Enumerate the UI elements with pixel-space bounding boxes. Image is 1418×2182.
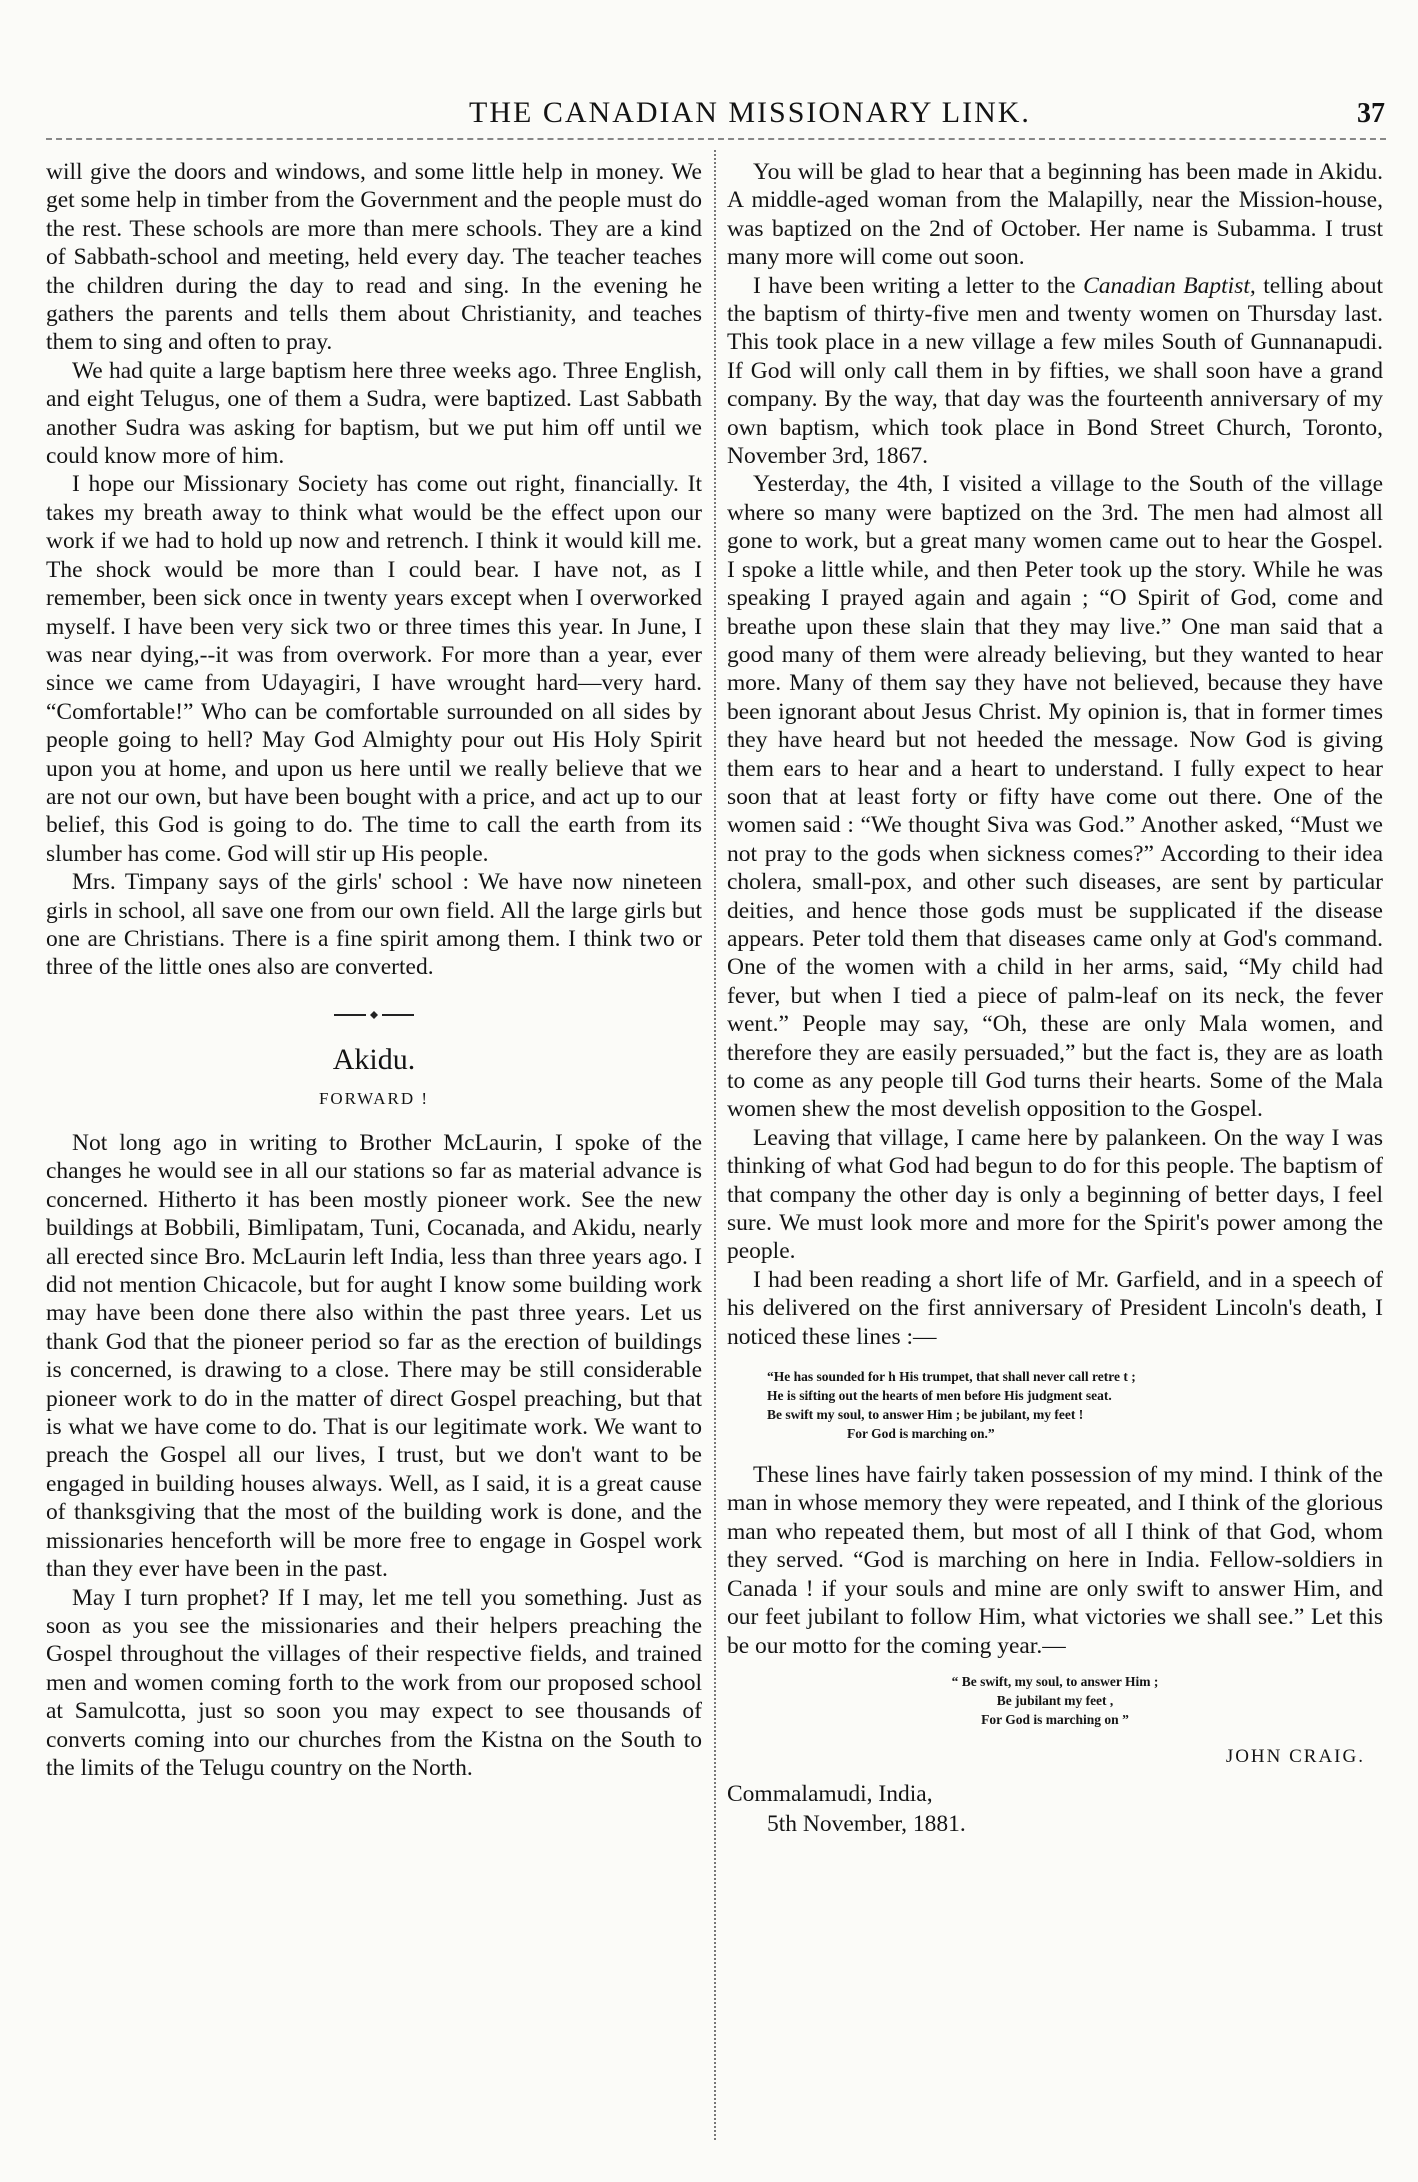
dateline-date: 5th November, 1881. <box>767 1811 966 1838</box>
paragraph: We had quite a large baptism here three weeks ago. Three English, and eight Telugus, one of them a Sudra, were baptized. Last Sabbath another Sudra was asking for baptism, but we put him off until we could know more of him. <box>46 357 702 470</box>
paragraph: I hope our Missionary Society has come out right, financially. It takes my breath away to think what would be the effect upon our work if we had to hold up now and retrench. I think it would kill me. The shock would be more than I could bear. I have not, as I remember, been sick once in twenty years except when I overworked myself. I have been very sick two or three times this year. In June, I was near dying,--it was from overwork. For more than a year, ever since we came from Udayagiri, I have wrought hard—very hard. “Comfortable!” Who can be comfortable surrounded on all sides by people going to hell? May God Almighty pour out His Holy Spirit upon you at home, and upon us here until we really believe that we are not our own, but have been bought with a price, and act up to our belief, this God is going to do. The time to call the earth from its slumber has come. God will stir up His people. <box>46 471 702 867</box>
quote-line: “He has sounded for h His trumpet, that shall never call retre t ; <box>767 1369 1136 1385</box>
poem-quote <box>727 1367 1383 1443</box>
paragraph: Leaving that village, I came here by palankeen. On the way I was thinking of what God had begun to do for this people. The baptism of that company the other day is only a beginning of better days, I feel sure. We must look more and more for the Spirit's power among the people. <box>727 1124 1383 1265</box>
paragraph: These lines have fairly taken possession of my mind. I think of the man in whose memory they were repeated, and I think of the glorious man who repeated them, but most of all I think of that God, whom they served. “God is marching on here in India. Fellow-soldiers in Canada ! if your souls and mine are only swift to answer Him, and our feet jubilant to follow Him, what victories we shall see.” Let this be our motto for the coming year.— <box>727 1462 1383 1659</box>
section-ornament <box>46 1000 702 1028</box>
running-title: THE CANADIAN MISSIONARY LINK. <box>469 96 1031 129</box>
left-column <box>46 158 702 1782</box>
paragraph: Mrs. Timpany says of the girls' school : We have now nineteen girls in school, all save one from our own field. All the large girls but one are Christians. There is a fine spirit among them. I think two or three of the little ones also are converted. <box>46 869 702 981</box>
paragraph: You will be glad to hear that a beginning has been made in Akidu. A middle-aged woman from the Malapilly, near the Mission-house, was baptized on the 2nd of October. Her name is Subamma. I trust many more will come out soon. <box>727 159 1383 271</box>
page-number: 37 <box>1357 98 1385 129</box>
paragraph: will give the doors and windows, and some little help in money. We get some help in timber from the Government and the people must do the rest. These schools are more than mere schools. They are a kind of Sabbath-school and meeting, held every day. The teacher teaches the children during the day to read and sing. In the evening he gathers the parents and tells them about Christianity, and teaches them to sing and often to pray. <box>46 159 702 356</box>
motto-line: “ Be swift, my soul, to answer Him ; <box>951 1673 1159 1689</box>
paragraph <box>727 272 1383 471</box>
motto-quote <box>727 1672 1383 1729</box>
paragraph: I had been reading a short life of Mr. Garfield, and in a speech of his delivered on the first anniversary of President Lincoln's death, I noticed these lines :— <box>727 1266 1383 1350</box>
quote-line: He is sifting out the hearts of men before His judgment seat. <box>767 1388 1112 1404</box>
paragraph: May I turn prophet? If I may, let me tell you something. Just as soon as you see the missionaries and their helpers preaching the Gospel throughout the villages of their respective fields, and trained men and women coming forth to the work from our proposed school at Samulcotta, just so soon you may expect to see thousands of converts coming into our churches from the Kistna on the South to the limits of the Telugu country on the North. <box>46 1584 702 1781</box>
paragraph: Not long ago in writing to Brother McLaurin, I spoke of the changes he would see in all our stations so far as material advance is concerned. Hitherto it has been mostly pioneer work. See the new buildings at Bobbili, Bimlipatam, Tuni, Cocanada, and Akidu, nearly all erected since Bro. McLaurin left India, less than three years ago. I did not mention Chicacole, but for aught I know some building work may have been done there also within the past three years. Let us thank God that the pioneer period so far as the erection of buildings is concerned, is drawing to a close. There may be still considerable pioneer work to do in the matter of direct Gospel preaching, but that is what we have come to do. That is our legitimate work. We want to preach the Gospel all our lives, I trust, but we don't want to be engaged in building houses always. Well, as I said, it is a great cause of thanksgiving that the most of the building work is done, and the missionaries henceforth will be more free to engage in Gospel work than they ever have been in the past. <box>46 1130 702 1583</box>
author-signature: JOHN CRAIG. <box>1225 1745 1365 1767</box>
section-subtitle: FORWARD ! <box>318 1088 430 1108</box>
quote-line: Be swift my soul, to answer Him ; be jubilant, my feet ! <box>767 1407 1084 1423</box>
section-title: Akidu. <box>332 1043 416 1077</box>
column-divider <box>714 150 716 2140</box>
paragraph: Yesterday, the 4th, I visited a village to the South of the village where so many were baptized on the 3rd. The men had almost all gone to work, but a great many women came out to hear the Gospel. I spoke a little while, and then Peter took up the story. While he was speaking I prayed again and again ; “O Spirit of God, come and breathe upon these slain that they may live.” One man said that a good many of them were already believing, but they wanted to hear more. Many of them say they have not believed, because they have been ignorant about Jesus Christ. My opinion is, that in former times they have heard but not heeded the message. Now God is giving them ears to hear and a heart to understand. I fully expect to hear soon that at least forty or fifty have come out there. One of the women said : “We thought Siva was God.” Another asked, “Must we not pray to the gods when sickness comes?” According to their idea cholera, small-pox, and other such diseases, are sent by particular deities, and hence those gods must be supplicated if the disease appears. Peter told them that diseases came only at God's command. One of the women with a child in her arms, said, “My child had fever, but when I tied a piece of palm-leaf on its neck, the fever went.” People may say, “Oh, these are only Mala women, and therefore they are easily persuaded,” but the fact is, they are as loath to come as any people till God turns their hearts. Some of the Mala women shew the most develish opposition to the Gospel. <box>727 471 1383 1123</box>
header-rule <box>46 138 1386 140</box>
dateline-place: Commalamudi, India, <box>727 1781 933 1808</box>
motto-line: Be jubilant my feet , <box>996 1692 1114 1708</box>
ornament-icon <box>334 1010 414 1020</box>
text-run: I have been writing a letter to the <box>753 272 1084 299</box>
quote-line: For God is marching on.” <box>847 1426 995 1442</box>
text-run: telling about the baptism of thirty-five men and twenty women on Thursday last. This took place in a new village a few miles South of Gunnanapudi. If God will only call them in by fifties, we shall soon have a grand company. By the way, that day was the fourteenth anniversary of my own baptism, which took place in Bond Street Church, Toronto, November 3rd, 1867. <box>727 272 1384 470</box>
motto-line: For God is marching on ” <box>981 1711 1129 1727</box>
right-column <box>727 158 1383 1839</box>
newspaper-title: Canadian Baptist, <box>1083 272 1256 299</box>
